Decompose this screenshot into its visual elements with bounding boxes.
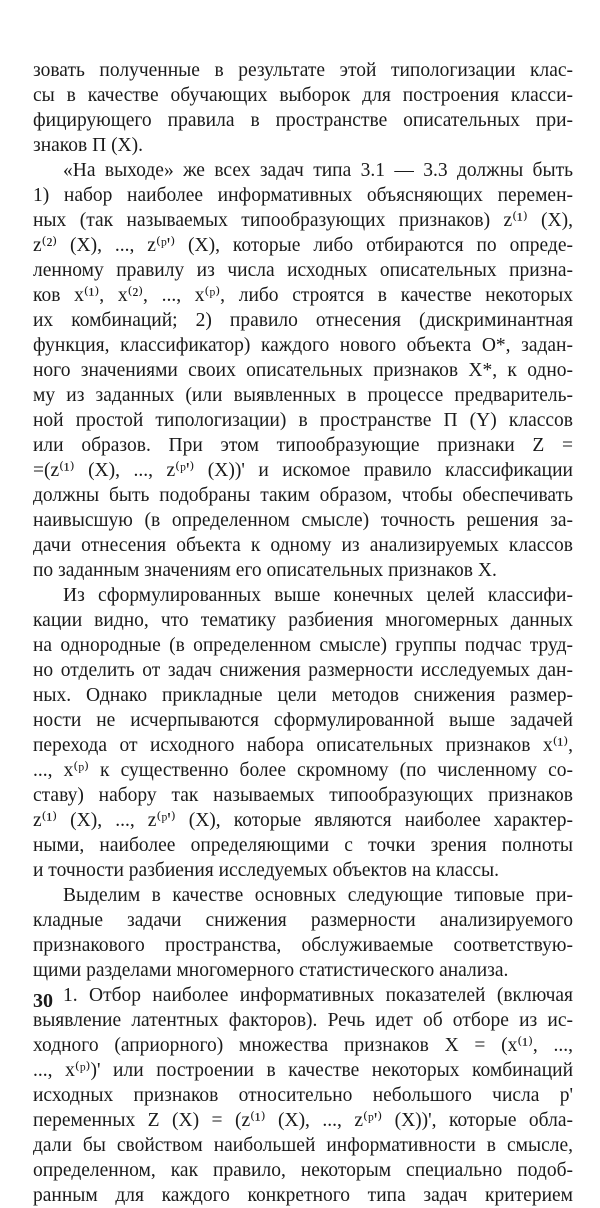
text-line: ного значениями своих описательных признаков X*, к одно- xyxy=(33,360,573,381)
text-line: Выделим в качестве основных следующие типовые при- xyxy=(63,885,573,906)
text-line: 1) набор наиболее информативных объясняющих перемен- xyxy=(33,185,573,206)
text-line: му из заданных (или выявленных в процессе предваритель- xyxy=(33,385,573,406)
text-line: или образов. При этом типообразующие признаки Z = xyxy=(33,435,573,456)
text-line: z⁽¹⁾ (X), ..., z⁽ᵖ'⁾ (X), которые являются наиболее характер- xyxy=(33,810,573,831)
text-line: их комбинаций; 2) правило отнесения (дискриминантная xyxy=(33,310,573,331)
text-line: ходного (априорного) множества признаков X = (x⁽¹⁾, ..., xyxy=(33,1035,573,1056)
text-line: определенном, как правило, некоторым специально подоб- xyxy=(33,1160,573,1181)
text-line: ности не исчерпываются сформулированной выше задачей xyxy=(33,710,573,731)
text-line: z⁽²⁾ (X), ..., z⁽ᵖ'⁾ (X), которые либо отбираются по опреде- xyxy=(33,235,573,256)
text-line: «На выходе» же всех задач типа 3.1 — 3.3 должны быть xyxy=(63,160,573,181)
text-line: ленному правилу из числа исходных описательных призна- xyxy=(33,260,573,281)
text-line: 1. Отбор наиболее информативных показателей (включая xyxy=(63,985,573,1006)
text-line: выявление латентных факторов). Речь идет об отборе из ис- xyxy=(33,1010,573,1031)
page-number: 30 xyxy=(33,990,53,1012)
text-line: ных (так называемых типообразующих признаков) z⁽¹⁾ (X), xyxy=(33,210,573,231)
text-line: зовать полученные в результате этой типологизации клас- xyxy=(33,60,573,81)
text-line: ..., x⁽ᵖ⁾)' или построении в качестве некоторых комбинаций xyxy=(33,1060,573,1081)
text-line: дали бы свойством наибольшей информативности в смысле, xyxy=(33,1135,573,1156)
text-line: Из сформулированных выше конечных целей классифи- xyxy=(63,585,573,606)
text-line: признакового пространства, обслуживаемые соответствую- xyxy=(33,935,573,956)
text-line: должны быть подобраны таким образом, чтобы обеспечивать xyxy=(33,485,573,506)
text-line: ной простой типологизации) в пространстве Π (Y) классов xyxy=(33,410,573,431)
text-line: ных. Однако прикладные цели методов снижения размер- xyxy=(33,685,573,706)
text-line: перехода от исходного набора описательных признаков x⁽¹⁾, xyxy=(33,735,573,756)
text-line: ..., x⁽ᵖ⁾ к существенно более скромному (по численному со- xyxy=(33,760,573,781)
text-line: по заданным значениям его описательных признаков X. xyxy=(33,560,497,581)
text-line: на однородные (в определенном смысле) группы подчас труд- xyxy=(33,635,573,656)
text-line: кации видно, что тематику разбиения многомерных данных xyxy=(33,610,573,631)
text-line: сы в качестве обучающих выборок для построения класси- xyxy=(33,85,573,106)
text-line: переменных Z (X) = (z⁽¹⁾ (X), ..., z⁽ᵖ'⁾ (X))', которые обла- xyxy=(33,1110,573,1131)
text-line: функция, классификатор) каждого нового объекта O*, задан- xyxy=(33,335,573,356)
text-line: ставу) набору так называемых типообразующих признаков xyxy=(33,785,573,806)
text-line: кладные задачи снижения размерности анализируемого xyxy=(33,910,573,931)
page-body xyxy=(33,58,573,1208)
text-line: но отделить от задач снижения размерности исследуемых дан- xyxy=(33,660,573,681)
text-line: ранным для каждого конкретного типа задач критерием xyxy=(33,1185,573,1206)
text-line: =(z⁽¹⁾ (X), ..., z⁽ᵖ'⁾ (X))' и искомое правило классификации xyxy=(33,460,573,481)
text-line: наивысшую (в определенном смысле) точность решения за- xyxy=(33,510,573,531)
text-line: ными, наиболее определяющими с точки зрения полноты xyxy=(33,835,573,856)
text-line: знаков Π (X). xyxy=(33,135,144,156)
text-line: и точности разбиения исследуемых объектов на классы. xyxy=(33,860,499,881)
text-line: щими разделами многомерного статистического анализа. xyxy=(33,960,509,981)
text-line: ков x⁽¹⁾, x⁽²⁾, ..., x⁽ᵖ⁾, либо строятся в качестве некоторых xyxy=(33,285,573,306)
text-line: фицирующего правила в пространстве описательных при- xyxy=(33,110,573,131)
text-line: дачи отнесения объекта к одному из анализируемых классов xyxy=(33,535,573,556)
text-line: исходных признаков относительно небольшого числа p' xyxy=(33,1085,573,1106)
